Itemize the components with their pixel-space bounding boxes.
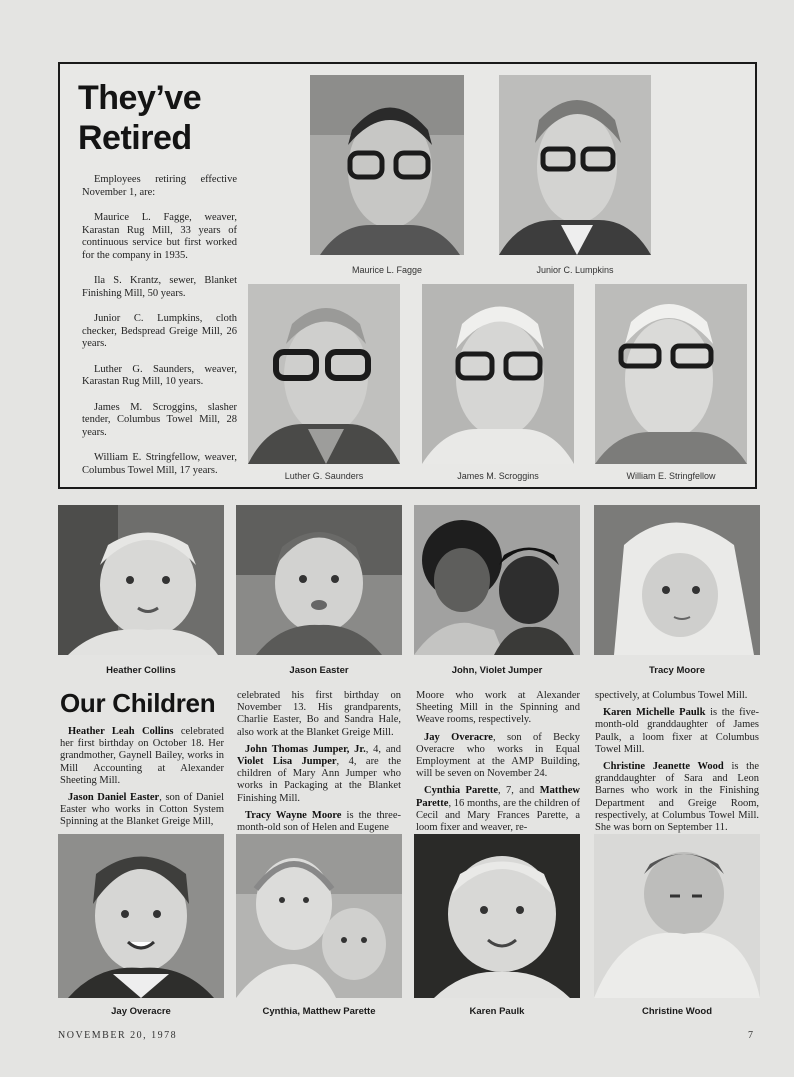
child-entry (237, 810, 401, 834)
child-caption: Jay Overacre (111, 1006, 171, 1017)
child-caption: Heather Collins (106, 665, 176, 676)
child-entry-text: , son of Becky Overacre who works in Equal Employment at the AMP Building, will be seven on November 24. (416, 731, 580, 780)
child-photo-jason-easter (236, 505, 402, 655)
child-entry-text: is the three-month-old son of Helen and Eugene (237, 809, 401, 834)
retiree-entry: Ila S. Krantz, sewer, Blanket Finishing Mill, 50 years. (82, 275, 237, 299)
retiree-caption: Junior C. Lumpkins (536, 265, 614, 275)
child-name: Christine Jeanette Wood (603, 761, 724, 773)
child-photo-jumper (414, 505, 580, 655)
child-caption: Cynthia, Matthew Parette (262, 1006, 376, 1017)
child-photo-tracy-moore (594, 505, 760, 655)
retiree-entry: William E. Stringfellow, weaver, Columbus Towel Mill, 17 years. (82, 452, 237, 476)
children-text-col4 (595, 690, 759, 839)
child-entry: Moore who work at Alexander Sheeting Mill in the Spinning and Weave rooms, respectively. (416, 690, 580, 726)
child-entry (595, 761, 759, 834)
child-entry: celebrated his first birthday on November 13. His grandparents, Charlie Easter, Bo and Sandra Hale, also work at the Blanket Greige Mill. (237, 690, 401, 738)
child-name: John Thomas Jumper, Jr. (245, 743, 366, 755)
child-entry-text: is the granddaughter of Sara and Leon Barnes who work in the Finishing Department and Greige Room, respectively, at Columbus Towel Mill. She was born on September 11. (595, 761, 759, 834)
children-text-col2 (237, 690, 401, 839)
child-photo-karen-paulk (414, 834, 580, 998)
child-entry (416, 785, 580, 834)
retiree-entry: James M. Scroggins, slasher tender, Columbus Towel Mill, 28 years. (82, 401, 237, 438)
retiree-entry: Maurice L. Fagge, weaver, Karastan Rug Mill, 33 years of continuous service but first worked for the company in 1935. (82, 212, 237, 261)
children-heading: Our Children (60, 688, 216, 718)
retiree-photo-stringfellow (595, 284, 747, 464)
child-entry-text: celebrated her first birthday on October 18. Her grandmother, Gaynell Bailey, works in Mill Accounting at Alexander Sheeting Mill. (60, 726, 224, 786)
child-entry (416, 732, 580, 781)
child-caption: Jason Easter (289, 665, 349, 676)
child-name: Violet Lisa Jumper (237, 756, 337, 768)
child-entry-text: , 16 months, are the children of Cecil and Mary Frances Parette, a loom fixer and weaver, re- (416, 797, 580, 834)
child-entry (60, 726, 224, 787)
child-entry-text: , 4, are the children of Mary Ann Jumper who works in Packaging at the Blanket Finishing Mill. (237, 756, 401, 804)
child-photo-christine-wood (594, 834, 760, 998)
retiree-photo-scroggins (422, 284, 574, 464)
child-photo-jay-overacre (58, 834, 224, 998)
child-name: Heather Leah Collins (68, 726, 174, 737)
retired-intro: Employees retiring effective November 1, are: (82, 174, 237, 198)
child-entry (237, 744, 401, 805)
retiree-caption: James M. Scroggins (457, 471, 539, 481)
retiree-caption: Luther G. Saunders (284, 471, 364, 481)
retiree-photo-fagge (310, 75, 464, 255)
child-entry (60, 792, 224, 829)
child-name: Tracy Wayne Moore (245, 809, 342, 821)
child-entry (595, 707, 759, 756)
retired-list (82, 174, 237, 490)
child-photo-heather-collins (58, 505, 224, 655)
child-caption: Karen Paulk (469, 1006, 525, 1017)
child-entry-text: , 7, and (498, 785, 540, 797)
retiree-photo-saunders (248, 284, 400, 464)
child-entry: spectively, at Columbus Towel Mill. (595, 690, 748, 701)
child-entry-text: , 4, and (365, 743, 401, 755)
retiree-entry: Junior C. Lumpkins, cloth checker, Bedspread Greige Mill, 26 years. (82, 313, 237, 349)
retiree-entry: Luther G. Saunders, weaver, Karastan Rug Mill, 10 years. (82, 363, 237, 387)
child-caption: Christine Wood (641, 1006, 713, 1017)
child-entry-text: , son of Daniel Easter who works in Cotton System Spinning at the Blanket Greige Mill, (60, 792, 224, 828)
child-caption: John, Violet Jumper (451, 665, 543, 676)
children-text-col3 (416, 690, 580, 839)
child-name: Cynthia Parette (424, 785, 498, 797)
retiree-caption: Maurice L. Fagge (351, 265, 423, 275)
children-text-col1 (60, 726, 224, 834)
child-entry-text: is the five-month-old granddaughter of James Paulk, a loom fixer at Columbus Towel Mill. (595, 707, 759, 755)
retiree-photo-lumpkins (499, 75, 651, 255)
child-caption: Tracy Moore (649, 665, 705, 676)
child-name: Karen Michelle Paulk (603, 707, 706, 719)
retiree-caption: William E. Stringfellow (626, 471, 716, 481)
issue-date: NOVEMBER 20, 1978 (58, 1030, 178, 1041)
page-number: 7 (748, 1030, 753, 1041)
child-name: Jason Daniel Easter (68, 792, 160, 804)
retired-heading-line2: Retired (78, 119, 192, 157)
retired-heading (78, 78, 201, 158)
child-photo-parette (236, 834, 402, 998)
child-name: Matthew Parette (416, 785, 581, 809)
retired-heading-line1: They’ve (78, 79, 202, 117)
child-name: Jay Overacre (424, 731, 493, 743)
